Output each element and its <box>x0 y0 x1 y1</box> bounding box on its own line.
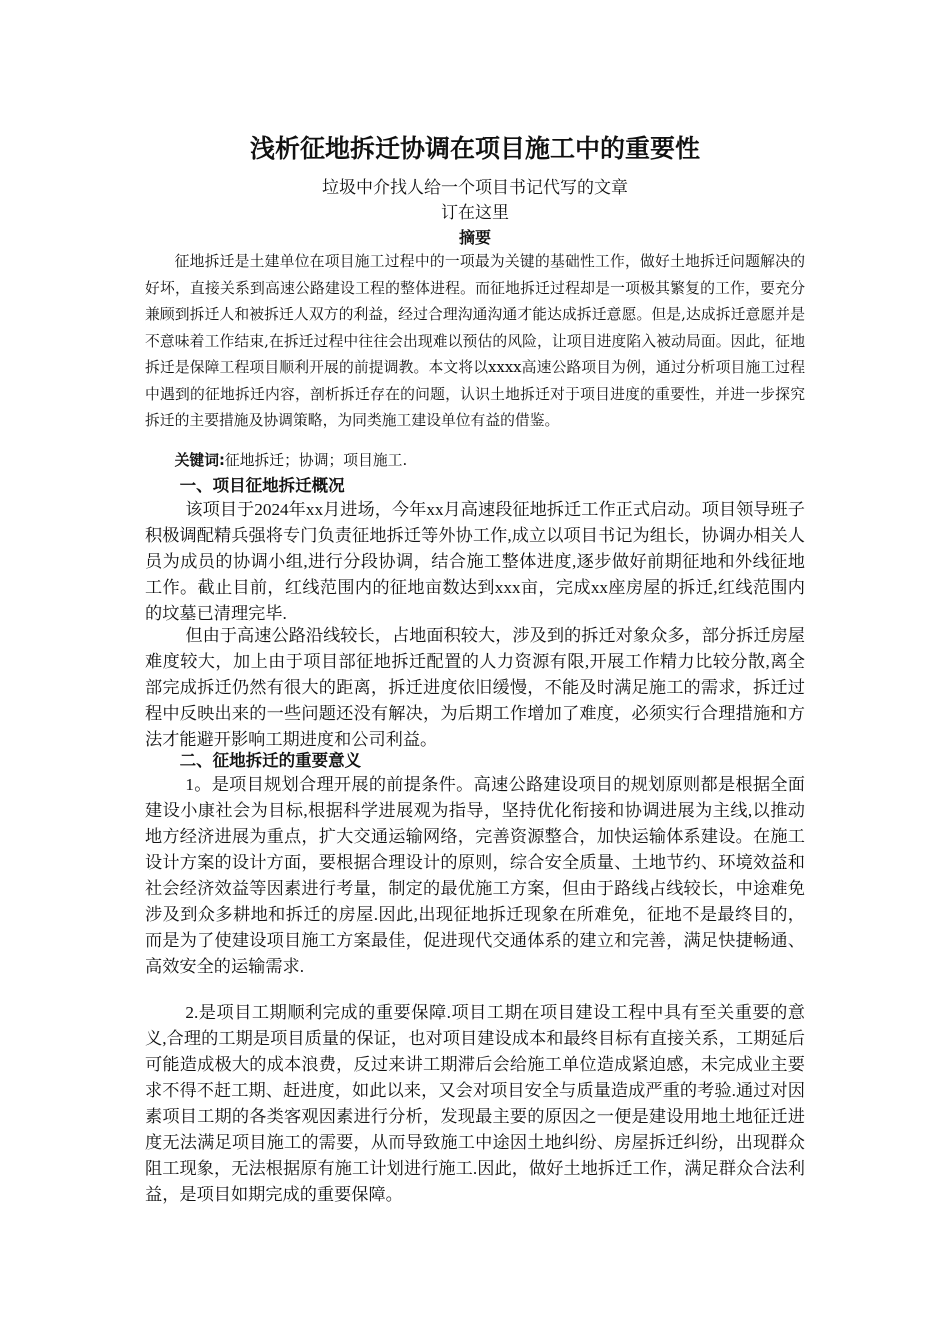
keywords-label: 关键词: <box>174 452 225 469</box>
section1-paragraph-1: 该项目于2024年xx月进场，今年xx月高速段征地拆迁工作正式启动。项目领导班子积极调配精兵强将专门负责征地拆迁等外协工作,成立以项目书记为组长，协调办相关人员为成员的协调小组,进行分段协调，结合施工整体进度,逐步做好前期征地和外线征地工作。截止目前，红线范围内的征地亩数达到xxx亩，完成xx座房屋的拆迁,红线范围内的坟墓已清理完毕. <box>145 500 805 623</box>
document-subtitle: 垃圾中介找人给一个项目书记代写的文章 <box>322 178 628 198</box>
author-line: 订在这里 <box>441 203 509 223</box>
section2-paragraph-2: 2.是项目工期顺利完成的重要保障.项目工期在项目建设工程中具有至关重要的意义,合理的工期是项目质量的保证，也对项目建设成本和最终目标有直接关系，工期延后可能造成极大的成本浪费，反过来讲工期滞后会给施工单位造成紧迫感，未完成业主要求不得不赶工期、赶进度，如此以来，又会对项目安全与质量造成严重的考验.通过对因素项目工期的各类客观因素进行分析，发现最主要的原因之一便是建设用地土地征迁进度无法满足项目施工的需要，从而导致施工中途因土地纠纷、房屋拆迁纠纷，出现群众阻工现象，无法根据原有施工计划进行施工.因此，做好土地拆迁工作，满足群众合法利益，是项目如期完成的重要保障。 <box>145 1003 805 1204</box>
abstract-text: 征地拆迁是土建单位在项目施工过程中的一项最为关键的基础性工作，做好土地拆迁问题解决的好坏，直接关系到高速公路建设工程的整体进程。而征地拆迁过程却是一项极其繁复的工作，要充分兼顾到拆迁人和被拆迁人双方的利益，经过合理沟通沟通才能达成拆迁意愿。但是,达成拆迁意愿并是不意味着工作结束,在拆迁过程中往往会出现难以预估的风险，让项目进度陷入被动局面。因此，征地拆迁是保障工程项目顺利开展的前提调教。本文将以xxxx高速公路项目为例，通过分析项目施工过程中遇到的征地拆迁内容，剖析拆迁存在的问题，认识土地拆迁对于项目进度的重要性，并进一步探究拆迁的主要措施及协调策略，为同类施工建设单位有益的借鉴。 <box>145 253 805 429</box>
section1-paragraph-2: 但由于高速公路沿线较长，占地面积较大，涉及到的拆迁对象众多，部分拆迁房屋难度较大，加上由于项目部征地拆迁配置的人力资源有限,开展工作精力比较分散,离全部完成拆迁仍然有很大的距离，拆迁进度依旧缓慢，不能及时满足施工的需求，拆迁过程中反映出来的一些问题还没有解决，为后期工作增加了难度，必须实行合理措施和方法才能避开影响工期进度和公司利益。 <box>145 626 805 749</box>
section2-paragraph-1: 1。是项目规划合理开展的前提条件。高速公路建设项目的规划原则都是根据全面建设小康社会为目标,根据科学进展观为指导，坚持优化衔接和协调进展为主线,以推动地方经济进展为重点，扩大交通运输网络，完善资源整合，加快运输体系建设。在施工设计方案的设计方面，要根据合理设计的原则，综合安全质量、土地节约、环境效益和社会经济效益等因素进行考量，制定的最优施工方案，但由于路线占线较长，中途难免涉及到众多耕地和拆迁的房屋.因此,出现征地拆迁现象在所难免，征地不是最终目的，而是为了使建设项目施工方案最佳，促进现代交通体系的建立和完善，满足快捷畅通、高效安全的运输需求. <box>145 775 805 976</box>
keywords-line <box>145 449 805 473</box>
section-heading-overview: 一、项目征地拆迁概况 <box>179 476 345 495</box>
keywords-text: 征地拆迁；协调；项目施工. <box>224 452 408 469</box>
document-title: 浅析征地拆迁协调在项目施工中的重要性 <box>249 134 700 163</box>
section-heading-significance: 二、征地拆迁的重要意义 <box>179 751 362 770</box>
abstract-heading: 摘要 <box>458 228 491 247</box>
